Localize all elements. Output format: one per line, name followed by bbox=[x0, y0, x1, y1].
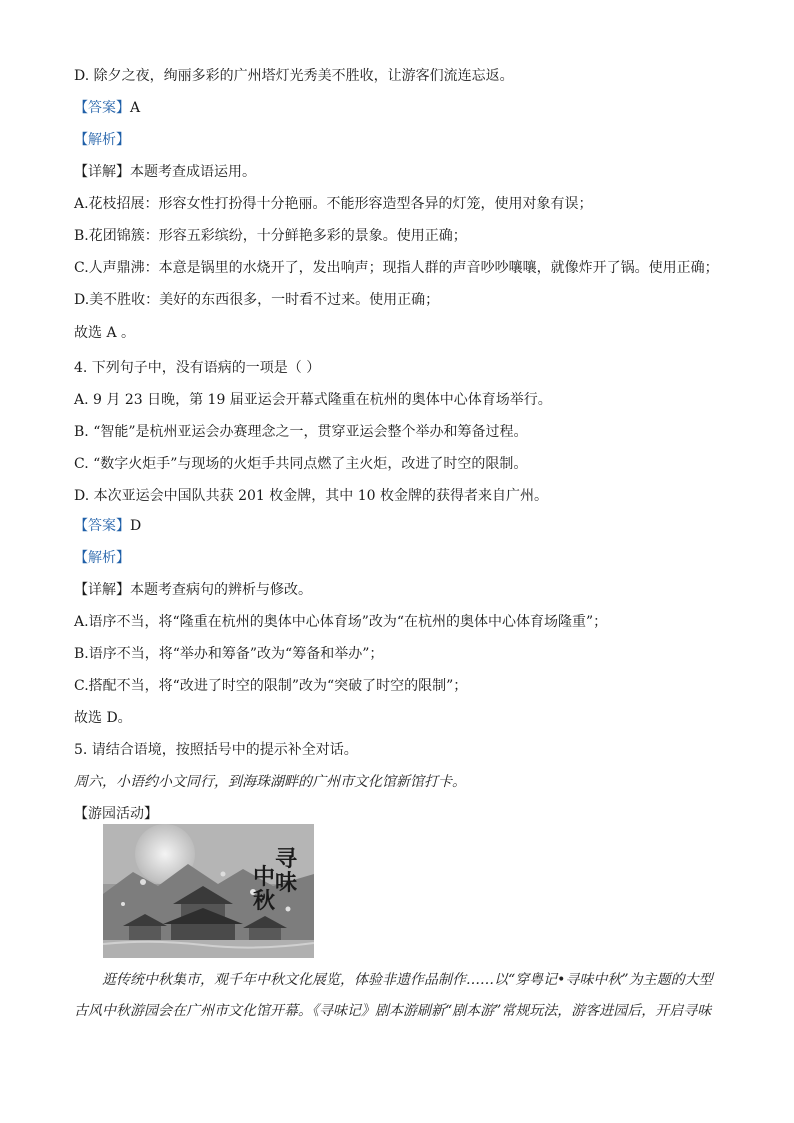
detail-tag: 【详解】 bbox=[74, 164, 130, 180]
q3-explain-c: C.人声鼎沸：本意是锅里的水烧开了，发出响声；现指人群的声音吵吵嚷嚷，就像炸开了锅。使用正确； bbox=[74, 260, 719, 276]
answer-tag: 【答案】 bbox=[74, 518, 130, 534]
analysis-tag: 【解析】 bbox=[74, 132, 130, 148]
q3-detail: 【详解】本题考查成语运用。 bbox=[74, 164, 256, 180]
q4-option-d: D. 本次亚运会中国队共获 201 枚金牌，其中 10 枚金牌的获得者来自广州。 bbox=[74, 488, 548, 504]
q3-option-d: D. 除夕之夜，绚丽多彩的广州塔灯光秀美不胜收，让游客们流连忘返。 bbox=[74, 68, 514, 84]
q4-option-b: B. “智能”是杭州亚运会办赛理念之一，贯穿亚运会整个举办和筹备过程。 bbox=[74, 424, 528, 440]
q4-detail: 【详解】本题考查病句的辨析与修改。 bbox=[74, 582, 312, 598]
analysis-tag: 【解析】 bbox=[74, 550, 130, 566]
q3-explain-a: A.花枝招展：形容女性打扮得十分艳丽。不能形容造型各异的灯笼，使用对象有误； bbox=[74, 196, 593, 212]
q4-explain-c: C.搭配不当，将“改进了时空的限制”改为“突破了时空的限制”； bbox=[74, 678, 468, 694]
q5-stem: 5. 请结合语境，按照括号中的提示补全对话。 bbox=[74, 742, 358, 758]
q4-answer: 【答案】D bbox=[74, 518, 142, 534]
q3-analysis-heading bbox=[74, 131, 130, 149]
q4-conclusion: 故选 D。 bbox=[74, 710, 132, 726]
q3-answer: 【答案】A bbox=[74, 100, 141, 116]
q4-analysis-heading bbox=[74, 549, 130, 567]
detail-tag: 【详解】 bbox=[74, 582, 130, 598]
q5-intro: 周六，小语约小文同行，到海珠湖畔的广州市文化馆新馆打卡。 bbox=[74, 774, 466, 790]
answer-tag: 【答案】 bbox=[74, 100, 130, 116]
q4-option-a: A. 9 月 23 日晚，第 19 届亚运会开幕式隆重在杭州的奥体中心体育场举行。 bbox=[74, 392, 552, 408]
festival-illustration bbox=[103, 824, 314, 958]
q4-option-c: C. “数字火炬手”与现场的火炬手共同点燃了主火炬，改进了时空的限制。 bbox=[74, 456, 528, 472]
q4-explain-b: B.语序不当，将“举办和筹备”改为“筹备和举办”； bbox=[74, 646, 384, 662]
section-tag: 【游园活动】 bbox=[74, 806, 158, 822]
q3-explain-d: D.美不胜收：美好的东西很多，一时看不过来。使用正确； bbox=[74, 292, 440, 308]
festival-illustration-art bbox=[103, 824, 314, 958]
q3-conclusion: 故选 A 。 bbox=[74, 325, 136, 341]
q5-section-heading bbox=[74, 805, 158, 823]
q3-explain-b: B.花团锦簇：形容五彩缤纷，十分鲜艳多彩的景象。使用正确； bbox=[74, 228, 467, 244]
q4-explain-a: A.语序不当，将“隆重在杭州的奥体中心体育场”改为“在杭州的奥体中心体育场隆重”； bbox=[74, 614, 608, 630]
q4-stem: 4. 下列句子中，没有语病的一项是（ ） bbox=[74, 360, 321, 376]
calligraphy-title: 寻味中秋 bbox=[253, 846, 298, 914]
q5-passage: 逛传统中秋集市，观千年中秋文化展览，体验非遗作品制作……以“穿粤记•寻味中秋”为主题的大型古风中秋游园会在广州市文化馆开幕。《寻味记》剧本游刷新“剧本游”常规玩法，游客进园后，开启寻味 bbox=[74, 972, 713, 1019]
